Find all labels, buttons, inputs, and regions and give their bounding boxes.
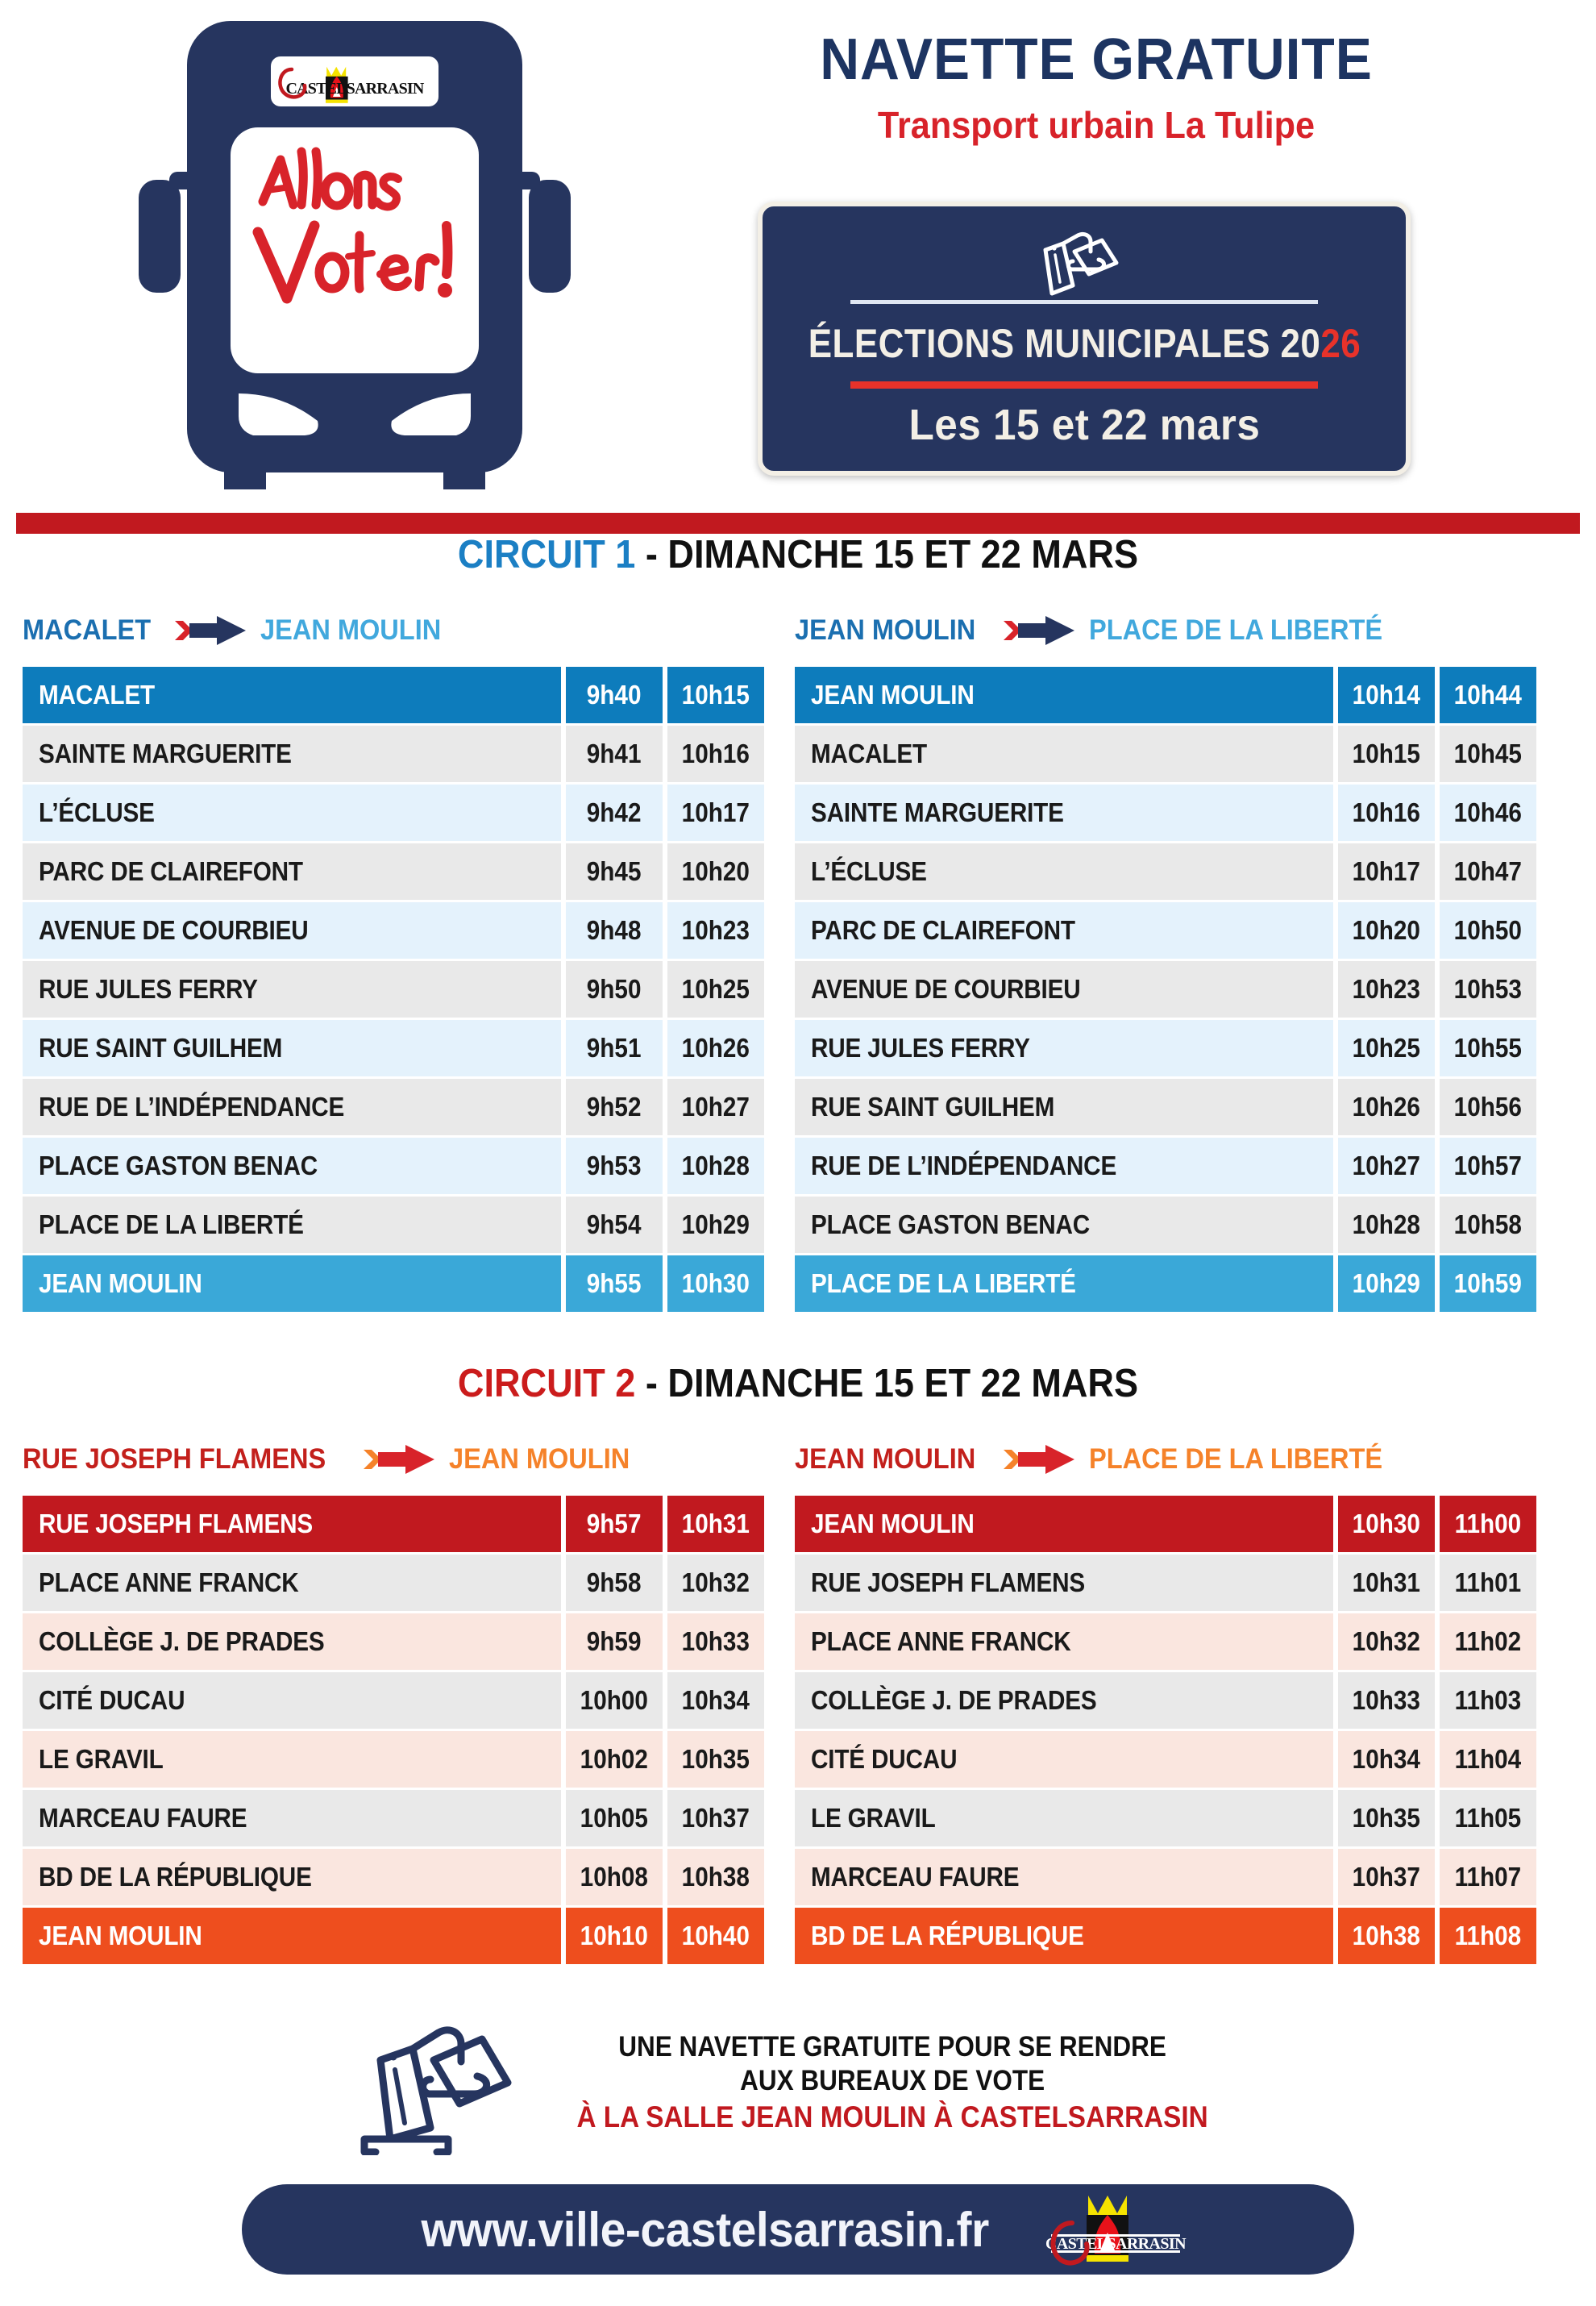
election-title-main: ÉLECTIONS MUNICIPALES 20: [808, 321, 1320, 366]
circuit-2-right-table-block: [795, 1438, 1536, 1967]
stop-name: PARC DE CLAIREFONT: [795, 902, 1333, 959]
departure-time-1: 10h00: [566, 1672, 663, 1729]
departure-time-1: 9h58: [566, 1555, 663, 1611]
circuit-2-left-timetable: [23, 1493, 764, 1967]
stop-name: RUE SAINT GUILHEM: [795, 1079, 1333, 1135]
departure-time-1: 10h30: [1338, 1496, 1435, 1552]
departure-time-1: 9h50: [566, 961, 663, 1018]
timetable-body: [23, 1496, 764, 1964]
timetable-body: [23, 667, 764, 1312]
departure-time-2: 10h58: [1440, 1197, 1536, 1253]
table-row: [795, 1079, 1536, 1135]
departure-time-2: 10h34: [667, 1672, 764, 1729]
stop-name: PLACE GASTON BENAC: [23, 1138, 561, 1194]
table-row: [795, 726, 1536, 782]
departure-time-1: 10h10: [566, 1908, 663, 1964]
departure-time-2: 11h04: [1440, 1731, 1536, 1788]
stop-name: AVENUE DE COURBIEU: [795, 961, 1333, 1018]
divider-white: [850, 300, 1318, 304]
circuit-1-title: [64, 532, 1532, 577]
table-row: [23, 1555, 764, 1611]
table-row: [795, 1731, 1536, 1788]
departure-time-2: 11h08: [1440, 1908, 1536, 1964]
stop-name: SAINTE MARGUERITE: [795, 785, 1333, 841]
castelsarrasin-logo: [1037, 2192, 1190, 2266]
departure-time-2: 11h01: [1440, 1555, 1536, 1611]
departure-time-1: 9h57: [566, 1496, 663, 1552]
departure-time-2: 10h55: [1440, 1020, 1536, 1076]
stop-name: SAINTE MARGUERITE: [23, 726, 561, 782]
stop-name: MARCEAU FAURE: [23, 1790, 561, 1846]
departure-time-1: 10h28: [1338, 1197, 1435, 1253]
departure-time-1: 9h59: [566, 1613, 663, 1670]
departure-time-2: 10h38: [667, 1849, 764, 1905]
departure-time-2: 11h00: [1440, 1496, 1536, 1552]
departure-time-1: 9h48: [566, 902, 663, 959]
departure-time-2: 10h31: [667, 1496, 764, 1552]
departure-time-1: 10h38: [1338, 1908, 1435, 1964]
timetable-header-row: [23, 667, 764, 723]
timetable-footer-row: [23, 1255, 764, 1312]
table-row: [795, 785, 1536, 841]
departure-time-1: 9h40: [566, 667, 663, 723]
svg-text:CASTELSARRASIN: CASTELSARRASIN: [1045, 2235, 1186, 2253]
stop-name: RUE DE L’INDÉPENDANCE: [795, 1138, 1333, 1194]
departure-time-1: 10h23: [1338, 961, 1435, 1018]
circuit-1-left-route: [23, 610, 764, 651]
stop-name: PLACE DE LA LIBERTÉ: [795, 1255, 1333, 1312]
stop-name: MARCEAU FAURE: [795, 1849, 1333, 1905]
circuit-1-right-table-block: [795, 610, 1536, 1314]
departure-time-2: 10h25: [667, 961, 764, 1018]
departure-time-1: 10h05: [566, 1790, 663, 1846]
table-row: [795, 961, 1536, 1018]
departure-time-1: 9h41: [566, 726, 663, 782]
stop-name: RUE JOSEPH FLAMENS: [795, 1555, 1333, 1611]
departure-time-1: 9h51: [566, 1020, 663, 1076]
departure-time-1: 10h33: [1338, 1672, 1435, 1729]
route-destination: PLACE DE LA LIBERTÉ: [1089, 614, 1383, 646]
circuit-1-section: [0, 532, 1596, 1314]
departure-time-1: 10h37: [1338, 1849, 1435, 1905]
right-arrow-red-icon: [362, 1443, 436, 1476]
route-origin: MACALET: [23, 614, 152, 646]
departure-time-2: 10h53: [1440, 961, 1536, 1018]
footer-line-1: UNE NAVETTE GRATUITE POUR SE RENDRE: [618, 2030, 1166, 2062]
departure-time-2: 10h56: [1440, 1079, 1536, 1135]
stop-name: PLACE DE LA LIBERTÉ: [23, 1197, 561, 1253]
departure-time-2: 10h44: [1440, 667, 1536, 723]
departure-time-2: 10h26: [667, 1020, 764, 1076]
departure-time-2: 10h33: [667, 1613, 764, 1670]
departure-time-1: 9h54: [566, 1197, 663, 1253]
departure-time-1: 10h35: [1338, 1790, 1435, 1846]
stop-name: RUE JULES FERRY: [23, 961, 561, 1018]
table-row: [23, 785, 764, 841]
table-row: [23, 1790, 764, 1846]
circuit-2-right-timetable: [795, 1493, 1536, 1967]
circuit-1-date: - DIMANCHE 15 ET 22 MARS: [635, 533, 1139, 576]
stop-name: MACALET: [23, 667, 561, 723]
circuit-1-right-route: [795, 610, 1536, 651]
departure-time-2: 10h27: [667, 1079, 764, 1135]
stop-name: JEAN MOULIN: [795, 667, 1333, 723]
hero-block: [734, 27, 1459, 147]
stop-name: CITÉ DUCAU: [23, 1672, 561, 1729]
route-origin: JEAN MOULIN: [795, 614, 976, 646]
circuit-1-right-timetable: [795, 664, 1536, 1314]
table-row: [795, 1020, 1536, 1076]
departure-time-2: 10h20: [667, 843, 764, 900]
election-title: [808, 320, 1360, 367]
departure-time-2: 10h30: [667, 1255, 764, 1312]
page-subtitle: Transport urbain La Tulipe: [877, 104, 1315, 146]
departure-time-2: 10h16: [667, 726, 764, 782]
departure-time-1: 10h17: [1338, 843, 1435, 900]
departure-time-1: 10h02: [566, 1731, 663, 1788]
stop-name: L’ÉCLUSE: [23, 785, 561, 841]
table-row: [23, 1138, 764, 1194]
departure-time-2: 10h32: [667, 1555, 764, 1611]
table-row: [23, 726, 764, 782]
departure-time-2: 11h03: [1440, 1672, 1536, 1729]
departure-time-2: 10h45: [1440, 726, 1536, 782]
departure-time-2: 11h02: [1440, 1613, 1536, 1670]
timetable-body: [795, 1496, 1536, 1964]
election-year: 26: [1320, 321, 1361, 366]
stop-name: CITÉ DUCAU: [795, 1731, 1333, 1788]
stop-name: RUE JOSEPH FLAMENS: [23, 1496, 561, 1552]
departure-time-1: 9h42: [566, 785, 663, 841]
timetable-header-row: [795, 667, 1536, 723]
stop-name: PARC DE CLAIREFONT: [23, 843, 561, 900]
stop-name: COLLÈGE J. DE PRADES: [23, 1613, 561, 1670]
departure-time-1: 10h29: [1338, 1255, 1435, 1312]
right-arrow-red-icon: [1002, 1443, 1076, 1476]
departure-time-2: 10h29: [667, 1197, 764, 1253]
table-row: [795, 1138, 1536, 1194]
circuit-1-left-table-block: [23, 610, 764, 1314]
svg-text:CASTELSARRASIN: CASTELSARRASIN: [285, 80, 424, 98]
departure-time-2: 10h37: [667, 1790, 764, 1846]
table-row: [795, 1672, 1536, 1729]
route-destination: JEAN MOULIN: [448, 1443, 630, 1475]
departure-time-1: 9h53: [566, 1138, 663, 1194]
right-arrow-blue-icon: [173, 614, 247, 647]
departure-time-2: 10h46: [1440, 785, 1536, 841]
header-divider-bar: [16, 513, 1580, 534]
departure-time-2: 10h50: [1440, 902, 1536, 959]
timetable-body: [795, 667, 1536, 1312]
departure-time-2: 10h35: [667, 1731, 764, 1788]
departure-time-1: 10h08: [566, 1849, 663, 1905]
stop-name: BD DE LA RÉPUBLIQUE: [795, 1908, 1333, 1964]
timetable-footer-row: [795, 1908, 1536, 1964]
table-row: [23, 1079, 764, 1135]
stop-name: JEAN MOULIN: [795, 1496, 1333, 1552]
website-url[interactable]: www.ville-castelsarrasin.fr: [421, 2202, 990, 2257]
table-row: [23, 1849, 764, 1905]
circuit-2-left-route: [23, 1438, 764, 1480]
timetable-footer-row: [23, 1908, 764, 1964]
departure-time-1: 10h20: [1338, 902, 1435, 959]
stop-name: LE GRAVIL: [795, 1790, 1333, 1846]
departure-time-1: 9h52: [566, 1079, 663, 1135]
poster-header: [0, 0, 1596, 532]
stop-name: LE GRAVIL: [23, 1731, 561, 1788]
departure-time-1: 10h16: [1338, 785, 1435, 841]
stop-name: BD DE LA RÉPUBLIQUE: [23, 1849, 561, 1905]
table-row: [795, 1197, 1536, 1253]
departure-time-1: 10h32: [1338, 1613, 1435, 1670]
departure-time-1: 9h45: [566, 843, 663, 900]
departure-time-1: 10h26: [1338, 1079, 1435, 1135]
departure-time-1: 10h27: [1338, 1138, 1435, 1194]
stop-name: L’ÉCLUSE: [795, 843, 1333, 900]
table-row: [23, 1613, 764, 1670]
table-row: [795, 1613, 1536, 1670]
election-dates: Les 15 et 22 mars: [908, 401, 1260, 449]
timetable-header-row: [23, 1496, 764, 1552]
stop-name: RUE DE L’INDÉPENDANCE: [23, 1079, 561, 1135]
table-row: [23, 961, 764, 1018]
departure-time-2: 11h05: [1440, 1790, 1536, 1846]
departure-time-2: 10h23: [667, 902, 764, 959]
stop-name: RUE SAINT GUILHEM: [23, 1020, 561, 1076]
departure-time-2: 10h28: [667, 1138, 764, 1194]
election-info-box: [758, 202, 1411, 476]
circuit-1-label: CIRCUIT 1: [457, 533, 636, 576]
page-title: NAVETTE GRATUITE: [820, 27, 1373, 92]
table-row: [23, 902, 764, 959]
stop-name: JEAN MOULIN: [23, 1908, 561, 1964]
website-url-bar[interactable]: [242, 2184, 1354, 2275]
divider-red: [850, 381, 1318, 389]
table-row: [795, 902, 1536, 959]
route-origin: RUE JOSEPH FLAMENS: [23, 1443, 326, 1475]
table-row: [23, 1197, 764, 1253]
stop-name: COLLÈGE J. DE PRADES: [795, 1672, 1333, 1729]
circuit-2-date: - DIMANCHE 15 ET 22 MARS: [635, 1362, 1139, 1405]
circuit-2-left-table-block: [23, 1438, 764, 1967]
footer-line-3: À LA SALLE JEAN MOULIN À CASTELSARRASIN: [576, 2100, 1208, 2134]
table-row: [23, 1672, 764, 1729]
route-origin: JEAN MOULIN: [795, 1443, 976, 1475]
table-row: [23, 1731, 764, 1788]
stop-name: PLACE ANNE FRANCK: [23, 1555, 561, 1611]
departure-time-2: 11h07: [1440, 1849, 1536, 1905]
stop-name: JEAN MOULIN: [23, 1255, 561, 1312]
departure-time-1: 10h25: [1338, 1020, 1435, 1076]
timetable-header-row: [795, 1496, 1536, 1552]
circuit-2-right-route: [795, 1438, 1536, 1480]
departure-time-2: 10h57: [1440, 1138, 1536, 1194]
departure-time-1: 10h14: [1338, 667, 1435, 723]
departure-time-1: 10h34: [1338, 1731, 1435, 1788]
right-arrow-blue-icon: [1002, 614, 1076, 647]
route-destination: PLACE DE LA LIBERTÉ: [1089, 1443, 1383, 1475]
table-row: [23, 843, 764, 900]
departure-time-1: 10h31: [1338, 1555, 1435, 1611]
circuit-2-title: [64, 1361, 1532, 1406]
circuit-1-left-timetable: [23, 664, 764, 1314]
stop-name: PLACE GASTON BENAC: [795, 1197, 1333, 1253]
table-row: [795, 1849, 1536, 1905]
table-row: [23, 1020, 764, 1076]
footer-line-2: AUX BUREAUX DE VOTE: [739, 2065, 1045, 2097]
departure-time-2: 10h47: [1440, 843, 1536, 900]
stop-name: AVENUE DE COURBIEU: [23, 902, 561, 959]
table-row: [795, 843, 1536, 900]
circuit-2-label: CIRCUIT 2: [457, 1362, 636, 1405]
poster-footer: [0, 2010, 1596, 2275]
stop-name: RUE JULES FERRY: [795, 1020, 1333, 1076]
table-row: [795, 1790, 1536, 1846]
route-destination: JEAN MOULIN: [260, 614, 442, 646]
hand-ballot-box-icon: [1028, 223, 1141, 297]
departure-time-2: 10h17: [667, 785, 764, 841]
hand-ballot-box-icon: [353, 2010, 514, 2155]
circuit-2-section: [0, 1361, 1596, 1967]
stop-name: MACALET: [795, 726, 1333, 782]
bus-illustration: [121, 15, 588, 498]
departure-time-2: 10h59: [1440, 1255, 1536, 1312]
departure-time-1: 9h55: [566, 1255, 663, 1312]
departure-time-2: 10h15: [667, 667, 764, 723]
departure-time-1: 10h15: [1338, 726, 1435, 782]
timetable-footer-row: [795, 1255, 1536, 1312]
table-row: [795, 1555, 1536, 1611]
stop-name: PLACE ANNE FRANCK: [795, 1613, 1333, 1670]
departure-time-2: 10h40: [667, 1908, 764, 1964]
